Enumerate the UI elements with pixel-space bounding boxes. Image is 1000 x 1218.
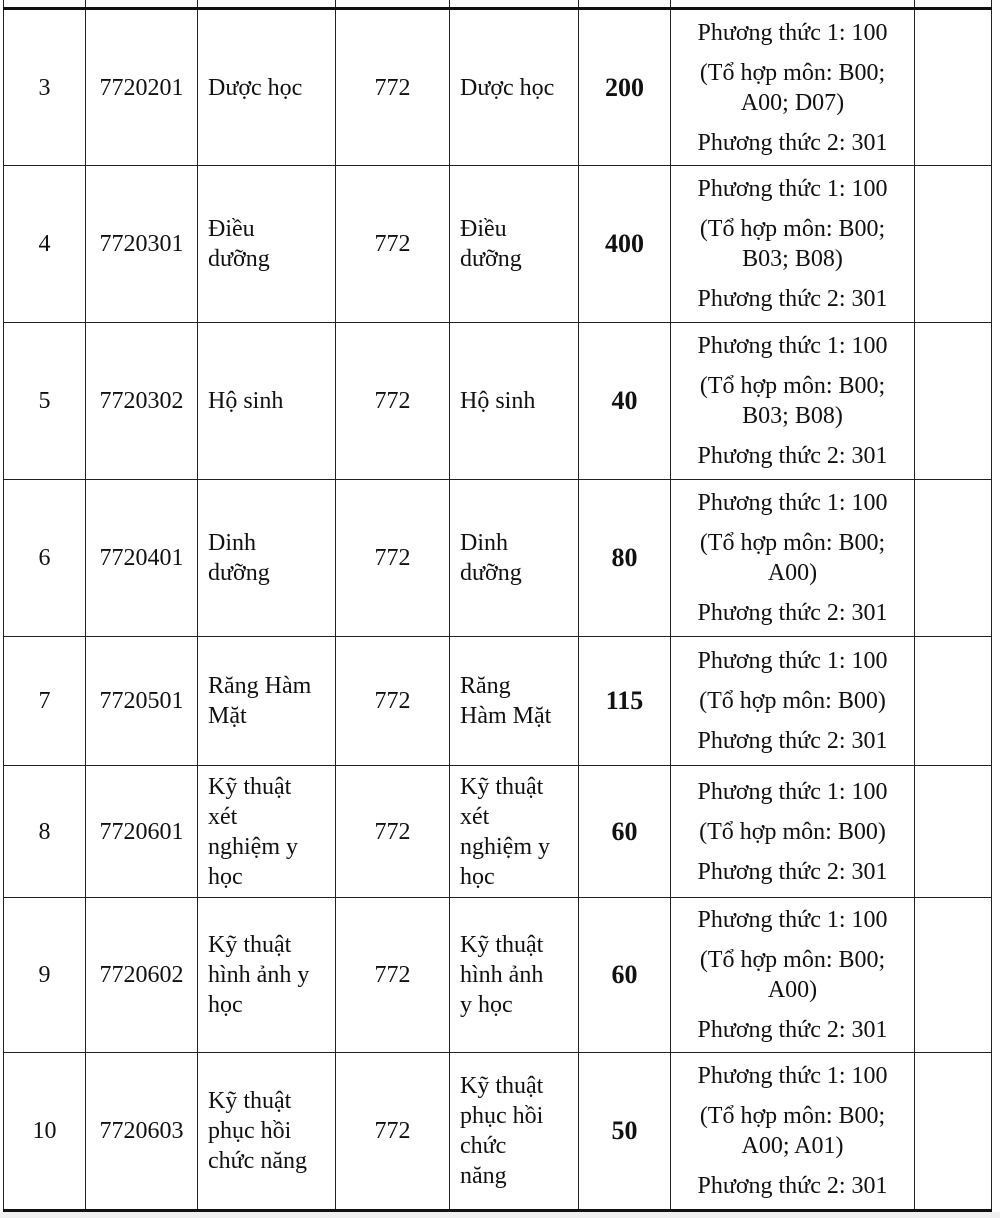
table-row: [4, 480, 992, 637]
method-cell: [671, 1053, 915, 1211]
method-cell: [671, 766, 915, 898]
subject-combination: (Tổ hợp môn: B00;: [699, 947, 886, 973]
major-name-line: chức năng: [208, 1148, 307, 1174]
major-name-line: Răng Hàm: [208, 673, 312, 699]
method-cell: [671, 323, 915, 480]
subject-combination: (Tổ hợp môn: B00;: [699, 216, 886, 242]
major-code: 7720201: [99, 74, 184, 101]
group-name-line: nghiệm y: [460, 833, 550, 860]
major-name-line: học: [208, 992, 243, 1018]
group-name-line: Hàm Mặt: [460, 703, 552, 729]
quota: 115: [605, 686, 644, 715]
stt-cell: [4, 1053, 86, 1211]
group-name-line: dưỡng: [460, 246, 522, 272]
method-cell: [671, 480, 915, 637]
group-code-cell: [336, 9, 450, 166]
group-code: 772: [374, 231, 411, 257]
admission-table: [3, 0, 992, 1212]
major-name-line: xét: [208, 803, 238, 830]
major-code: 7720301: [99, 231, 184, 257]
quota: 200: [605, 72, 644, 102]
group-name-line: hình ảnh: [460, 962, 544, 988]
group-code-cell: [336, 898, 450, 1053]
stt: 8: [38, 818, 51, 845]
group-code-cell: [336, 766, 450, 898]
major-name-line: dưỡng: [208, 560, 270, 586]
method-cell: [671, 9, 915, 166]
name-cell: [198, 1053, 336, 1211]
stt-cell: [4, 766, 86, 898]
name-cell: [198, 898, 336, 1053]
method-2: Phương thức 2: 301: [697, 728, 888, 754]
group-code: 772: [374, 74, 411, 101]
notes-cell: [915, 166, 992, 323]
major-name-line: hình ảnh y: [208, 962, 310, 988]
method-1: Phương thức 1: 100: [697, 490, 888, 516]
table-row: [4, 637, 992, 766]
stt-cell: [4, 637, 86, 766]
group-name-cell: [450, 637, 579, 766]
method-1: Phương thức 1: 100: [697, 778, 888, 805]
stt-cell: [4, 323, 86, 480]
quota: 60: [611, 960, 638, 989]
group-code-cell: [336, 166, 450, 323]
method-1: Phương thức 1: 100: [697, 648, 888, 674]
quota-cell: [579, 480, 671, 637]
major-name-line: Kỹ thuật: [208, 932, 292, 958]
group-name-line: Kỹ thuật: [460, 932, 544, 958]
table-row: [4, 166, 992, 323]
name-cell: [198, 480, 336, 637]
method-2: Phương thức 2: 301: [697, 129, 888, 156]
quota: 40: [611, 386, 638, 415]
method-1: Phương thức 1: 100: [697, 907, 888, 933]
table-row: [4, 323, 992, 480]
group-code-cell: [336, 637, 450, 766]
method-2: Phương thức 2: 301: [697, 1017, 888, 1043]
method-2: Phương thức 2: 301: [697, 286, 888, 312]
quota-cell: [579, 166, 671, 323]
subject-combination: A00; D07): [740, 89, 845, 116]
notes-cell: [915, 480, 992, 637]
major-name-line: Kỹ thuật: [208, 1088, 292, 1114]
group-name-line: Kỹ thuật: [460, 773, 544, 800]
method-1: Phương thức 1: 100: [697, 19, 888, 46]
code-cell: [86, 898, 198, 1053]
table-row: [4, 898, 992, 1053]
subject-combination: A00): [767, 977, 818, 1003]
name-cell: [198, 637, 336, 766]
subject-combination: A00; A01): [741, 1133, 844, 1159]
major-code: 7720401: [99, 545, 184, 571]
group-name-line: Hộ sinh: [460, 388, 536, 414]
method-cell: [671, 166, 915, 323]
group-name-cell: [450, 1053, 579, 1211]
major-code: 7720603: [99, 1118, 184, 1144]
stt-cell: [4, 480, 86, 637]
quota: 80: [611, 543, 638, 572]
quota-cell: [579, 898, 671, 1053]
subject-combination: B03; B08): [742, 403, 843, 429]
major-name-line: Mặt: [208, 703, 247, 729]
group-name-line: Dinh: [460, 530, 508, 556]
major-name-line: Dinh: [208, 530, 256, 556]
code-cell: [86, 9, 198, 166]
major-code: 7720601: [99, 818, 184, 845]
major-name-line: học: [208, 863, 243, 890]
group-name-cell: [450, 323, 579, 480]
quota-cell: [579, 766, 671, 898]
group-name-line: Dược học: [460, 74, 555, 101]
group-name-line: Răng: [460, 673, 511, 699]
stt: 10: [32, 1118, 57, 1144]
subject-combination: (Tổ hợp môn: B00): [699, 688, 886, 714]
stt: 5: [38, 388, 51, 414]
stt: 9: [38, 962, 51, 988]
group-name-line: phục hồi: [460, 1103, 544, 1129]
notes-cell: [915, 637, 992, 766]
notes-cell: [915, 766, 992, 898]
code-cell: [86, 323, 198, 480]
group-name-line: năng: [460, 1163, 507, 1189]
quota: 400: [605, 229, 644, 258]
quota-cell: [579, 323, 671, 480]
method-2: Phương thức 2: 301: [697, 600, 888, 626]
subject-combination: (Tổ hợp môn: B00;: [699, 373, 886, 399]
major-name-line: phục hồi: [208, 1118, 292, 1144]
notes-cell: [915, 9, 992, 166]
name-cell: [198, 166, 336, 323]
notes-cell: [915, 1053, 992, 1211]
major-name-line: nghiệm y: [208, 833, 298, 860]
method-1: Phương thức 1: 100: [697, 1063, 888, 1089]
method-2: Phương thức 2: 301: [697, 443, 888, 469]
name-cell: [198, 9, 336, 166]
stt: 4: [38, 231, 51, 257]
method-1: Phương thức 1: 100: [697, 176, 888, 202]
name-cell: [198, 323, 336, 480]
name-cell: [198, 766, 336, 898]
group-code: 772: [374, 818, 411, 845]
group-name-line: y học: [460, 992, 513, 1018]
table-row: [4, 1053, 992, 1211]
group-name-cell: [450, 480, 579, 637]
group-code-cell: [336, 480, 450, 637]
quota: 50: [611, 1116, 638, 1145]
major-name-line: Dược học: [208, 74, 303, 101]
major-name-line: Kỹ thuật: [208, 773, 292, 800]
group-name-cell: [450, 166, 579, 323]
group-name-cell: [450, 898, 579, 1053]
group-name-line: dưỡng: [460, 560, 522, 586]
major-name-line: dưỡng: [208, 246, 270, 272]
major-code: 7720302: [99, 388, 184, 414]
group-code: 772: [374, 962, 411, 988]
group-name-line: Điều: [460, 216, 507, 242]
group-name-line: Kỹ thuật: [460, 1073, 544, 1099]
table-row: [4, 9, 992, 166]
method-cell: [671, 637, 915, 766]
previous-row-fragment: [4, 0, 992, 9]
stt: 7: [38, 688, 51, 714]
code-cell: [86, 166, 198, 323]
group-code: 772: [374, 388, 411, 414]
major-code: 7720501: [99, 688, 184, 714]
stt: 6: [38, 545, 51, 571]
group-code: 772: [374, 688, 411, 714]
code-cell: [86, 480, 198, 637]
quota: 60: [611, 816, 638, 846]
group-code-cell: [336, 1053, 450, 1211]
group-name-line: học: [460, 863, 495, 890]
stt: 3: [38, 74, 51, 101]
stt-cell: [4, 9, 86, 166]
major-code: 7720602: [99, 962, 184, 988]
quota-cell: [579, 637, 671, 766]
method-1: Phương thức 1: 100: [697, 333, 888, 359]
subject-combination: A00): [767, 560, 818, 586]
notes-cell: [915, 323, 992, 480]
method-cell: [671, 898, 915, 1053]
subject-combination: B03; B08): [742, 246, 843, 272]
group-code: 772: [374, 1118, 411, 1144]
table-row: [4, 766, 992, 898]
group-name-cell: [450, 9, 579, 166]
code-cell: [86, 637, 198, 766]
code-cell: [86, 766, 198, 898]
group-code-cell: [336, 323, 450, 480]
subject-combination: (Tổ hợp môn: B00;: [699, 1103, 886, 1129]
quota-cell: [579, 1053, 671, 1211]
stt-cell: [4, 898, 86, 1053]
group-name-cell: [450, 766, 579, 898]
major-name-line: Điều: [208, 216, 255, 242]
method-2: Phương thức 2: 301: [697, 1173, 888, 1199]
group-name-line: xét: [460, 803, 490, 830]
major-name-line: Hộ sinh: [208, 388, 284, 414]
stt-cell: [4, 166, 86, 323]
notes-cell: [915, 898, 992, 1053]
group-name-line: chức: [460, 1133, 507, 1159]
subject-combination: (Tổ hợp môn: B00;: [699, 59, 886, 86]
quota-cell: [579, 9, 671, 166]
subject-combination: (Tổ hợp môn: B00;: [699, 530, 886, 556]
group-code: 772: [374, 545, 411, 571]
subject-combination: (Tổ hợp môn: B00): [699, 818, 886, 845]
code-cell: [86, 1053, 198, 1211]
method-2: Phương thức 2: 301: [697, 858, 888, 885]
